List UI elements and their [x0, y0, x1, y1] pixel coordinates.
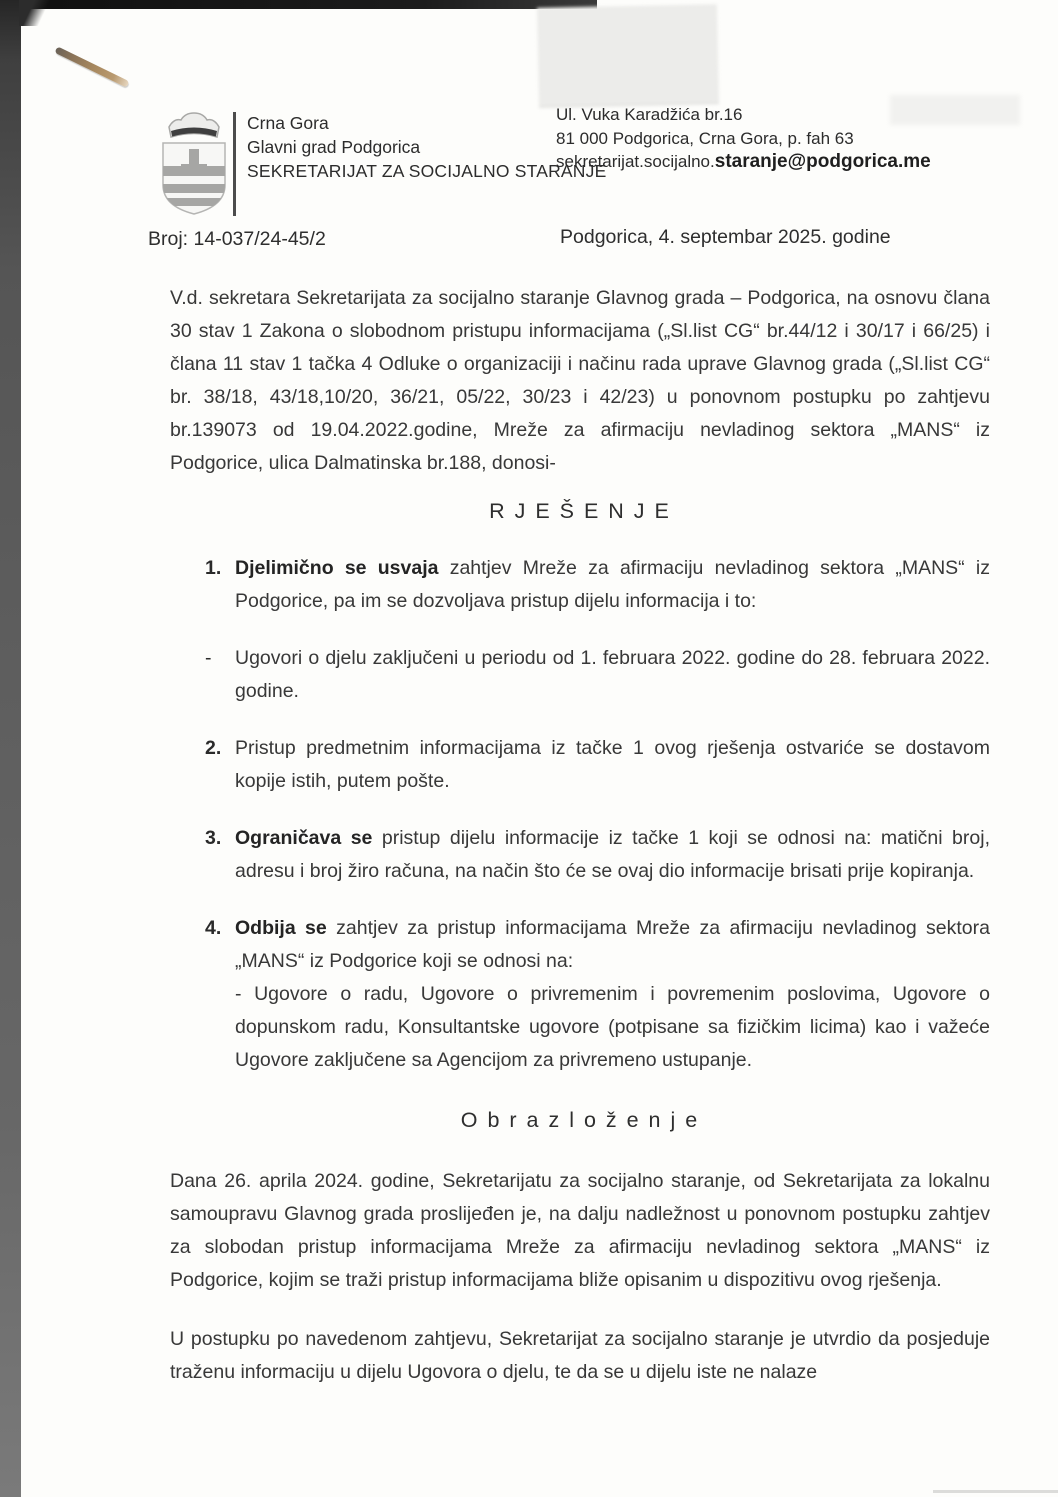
item-number: 1.: [205, 557, 222, 579]
place-date: Podgorica, 4. septembar 2025. godine: [560, 226, 891, 248]
left-scan-band: [0, 0, 21, 1497]
decision-item-1: [170, 552, 990, 618]
org-city: Glavni grad Podgorica: [247, 137, 421, 157]
org-country: Crna Gora: [247, 113, 329, 133]
reference-number: Broj: 14-037/24-45/2: [148, 228, 326, 250]
item-number: 4.: [205, 917, 222, 939]
rationale-paragraph-2: U postupku po navedenom zahtjevu, Sekretarijat za socijalno staranje je utvrdio da posjeduje traženu informaciju u dijelu Ugovora o djelu, te da se u dijelu iste ne nalaze: [170, 1328, 990, 1383]
decision-item-3: [170, 822, 990, 888]
item-bold-text: Ograničava se: [235, 827, 373, 849]
org-department: SEKRETARIJAT ZA SOCIJALNO STARANJE: [247, 161, 607, 181]
item-text: Ugovori o djelu zaključeni u periodu od 1. februara 2022. godine do 28. februara 2022. godine.: [235, 647, 990, 702]
pen-mark: [54, 46, 129, 87]
decision-item-dash: [170, 642, 990, 708]
item-marker: -: [205, 647, 212, 669]
coat-of-arms-logo: [146, 104, 242, 220]
item-bold-text: Odbija se: [235, 917, 327, 939]
email-prefix: sekretarijat.socijalno.: [556, 152, 715, 171]
address-city: 81 000 Podgorica, Crna Gora, p. fah 63: [556, 128, 854, 148]
address-block: [556, 103, 931, 174]
header-divider: [233, 112, 236, 216]
decision-item-4: [170, 912, 990, 1077]
item-subtext: - Ugovore o radu, Ugovore o privremenim i povremenim poslovima, Ugovore o dopunskom radu, Konsultantske ugovore (potpisane sa fizičkim licima) kao i važeće Ugovore zaključene sa Agencijom za privremeno ustupanje.: [235, 983, 990, 1071]
org-name-block: [247, 111, 606, 183]
item-text: pristup dijelu informacije iz tačke 1 koji se odnosi na: matični broj, adresu i broj žiro računa, na način što će se ovaj dio informacije brisati prije kopiranja.: [235, 827, 990, 882]
item-number: 2.: [205, 737, 222, 759]
scan-smudge: [537, 4, 719, 108]
address-street: Ul. Vuka Karadžića br.16: [556, 105, 743, 124]
decision-heading: R J E Š E N J E: [489, 499, 671, 523]
top-scan-strip: [19, 0, 597, 9]
item-number: 3.: [205, 827, 222, 849]
rationale-heading: O b r a z l o ž e n j e: [460, 1108, 700, 1132]
email-domain: staranje@podgorica.me: [714, 151, 931, 172]
address-email: [556, 150, 931, 174]
item-text: zahtjev Mreže za afirmaciju nevladinog sektora „MANS“ iz Podgorice, pa im se dozvoljava pristup dijelu informacija i to:: [235, 557, 990, 612]
bottom-scan-line: [933, 1490, 1058, 1493]
decision-item-2: [170, 732, 990, 798]
item-text: zahtjev za pristup informacijama Mreže za afirmaciju nevladinog sektora „MANS“ iz Podgorice koji se odnosi na:: [235, 917, 990, 972]
intro-paragraph: V.d. sekretara Sekretarijata za socijalno staranje Glavnog grada – Podgorica, na osnovu člana 30 stav 1 Zakona o slobodnom pristupu informacijama („Sl.list CG“ br.44/12 i 30/17 i 66/25) i člana 11 stav 1 tačka 4 Odluke o organizaciji i načinu rada uprave Glavnog grada („Sl.list CG“ br. 38/18, 43/18,10/20, 36/21, 05/22, 30/23 i 42/23) u ponovnom postupku po zahtjevu br.139073 od 19.04.2022.godine, Mreže za afirmaciju nevladinog sektora „MANS“ iz Podgorice, ulica Dalmatinska br.188, donosi-: [170, 287, 990, 474]
top-corner-shadow: [19, 0, 59, 26]
item-text: Pristup predmetnim informacijama iz tačke 1 ovog rješenja ostvariće se dostavom kopije istih, putem pošte.: [235, 737, 990, 792]
rationale-paragraph-1: Dana 26. aprila 2024. godine, Sekretarijatu za socijalno staranje, od Sekretarijata za lokalnu samoupravu Glavnog grada proslijeđen je, na dalju nadležnost u ponovnom postupku zahtjev za slobodan pristup informacijama Mreže za afirmaciju nevladinog sektora „MANS“ iz Podgorice, kojim se traži pristup informacijama bliže opisanim u dispozitivu ovog rješenja.: [170, 1170, 990, 1291]
document-body: [170, 282, 990, 1389]
item-bold-text: Djelimično se usvaja: [235, 557, 439, 579]
